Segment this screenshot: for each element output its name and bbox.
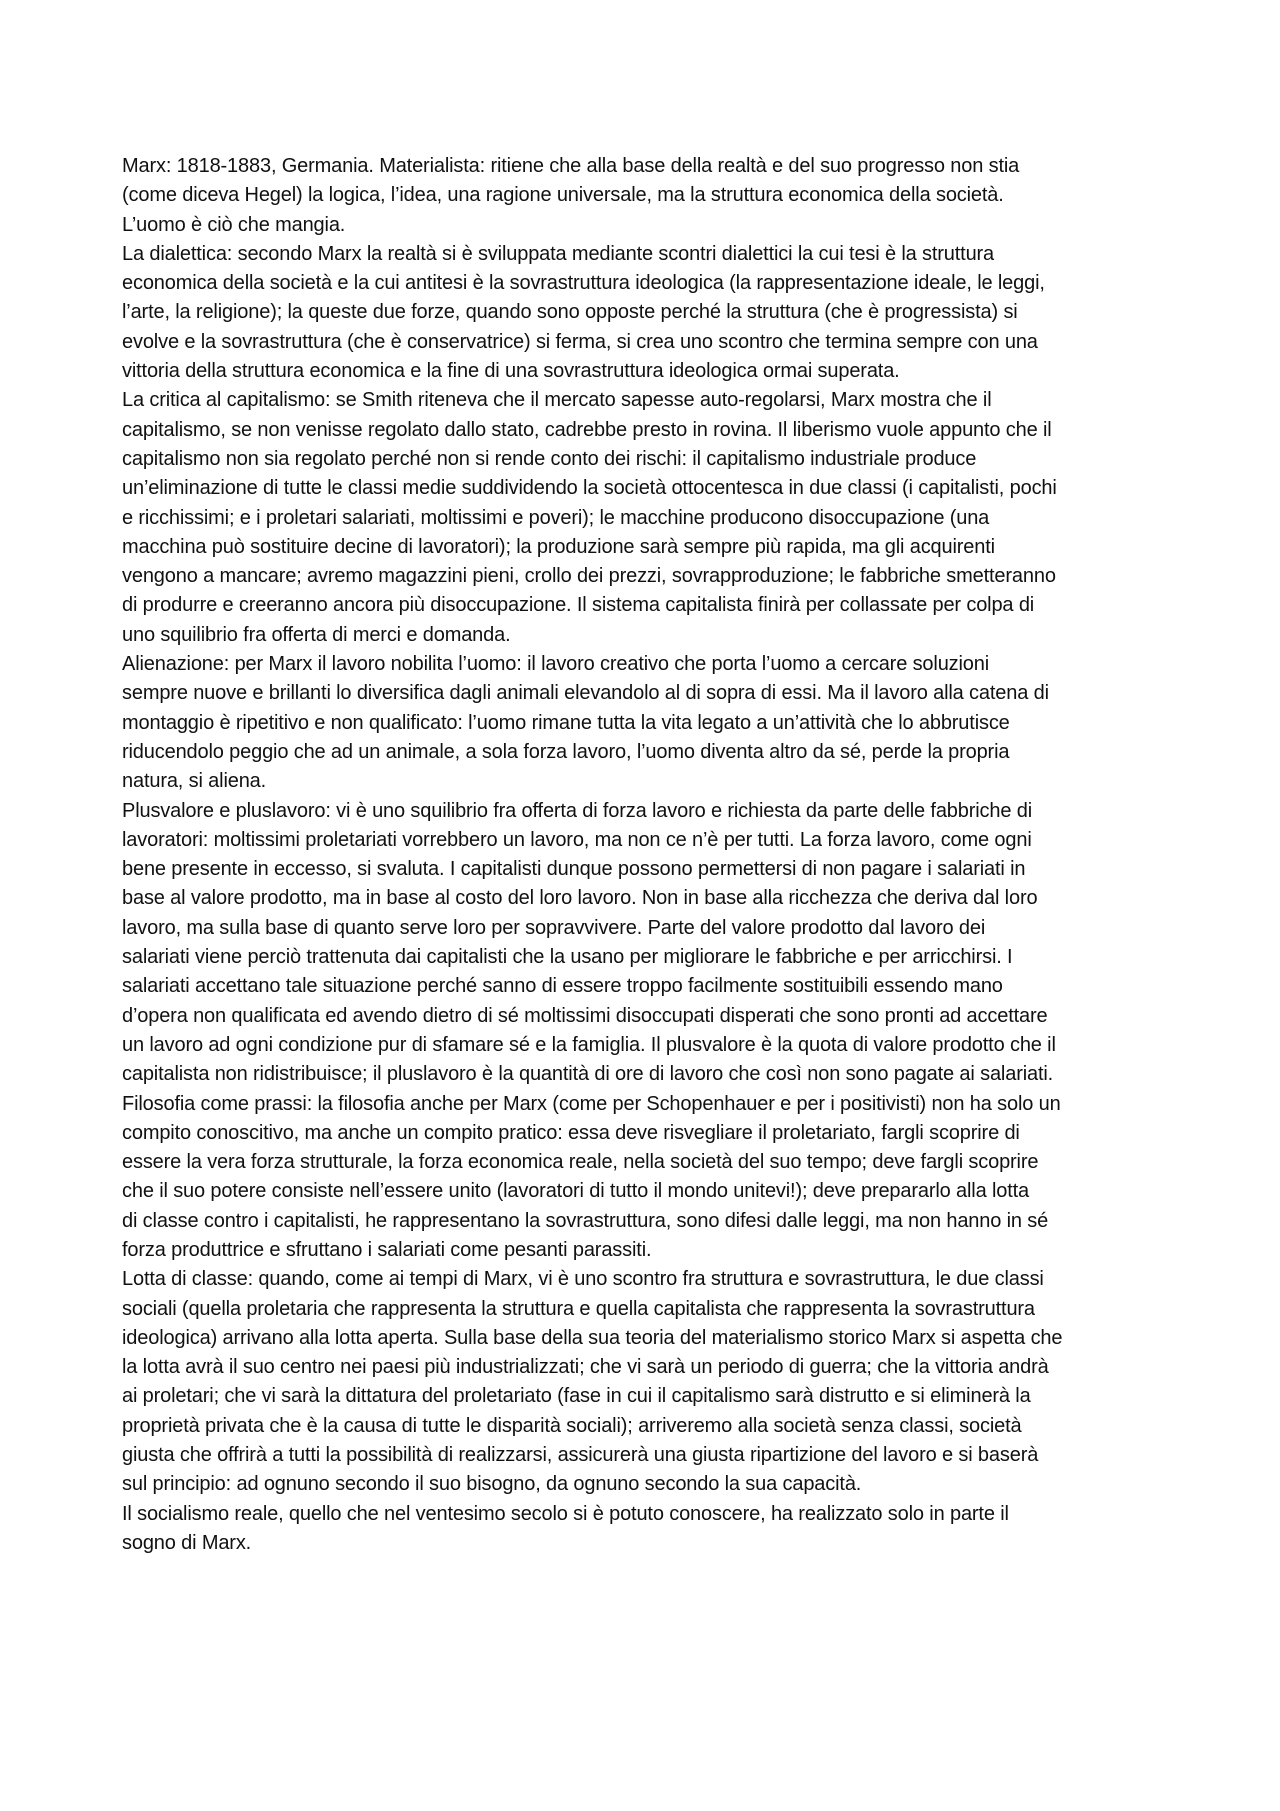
paragraph-marx-intro: Marx: 1818-1883, Germania. Materialista: ritiene che alla base della realtà e del suo progresso non stia (come diceva Hegel) la logica, l’idea, una ragione universale, ma la struttura economica della società. L’uomo è ciò che mangia. — [122, 155, 1020, 236]
paragraph-filosofia-prassi: Filosofia come prassi: la filosofia anche per Marx (come per Schopenhauer e per i positivisti) non ha solo un compito conoscitivo, ma anche un compito pratico: essa deve risvegliare il proletariato, fargli scoprire di essere la vera forza strutturale, la forza economica reale, nella società del suo tempo; deve fargli scoprire che il suo potere consiste nell’essere unito (lavoratori di tutto il mondo unitevi!); deve prepararlo alla lotta di classe contro i capitalisti, he rappresentano la sovrastruttura, sono difesi dalle leggi, ma non hanno in sé forza produttrice e sfruttano i salariati come pesanti parassiti. — [122, 1092, 1061, 1261]
paragraph-plusvalore: Plusvalore e pluslavoro: vi è uno squilibrio fra offerta di forza lavoro e richiesta da parte delle fabbriche di lavoratori: moltissimi proletariati vorrebbero un lavoro, ma non ce n’è per tutti. La forza lavoro, come ogni bene presente in eccesso, si svaluta. I capitalisti dunque possono permettersi di non pagare i salariati in base al valore prodotto, ma in base al costo del loro lavoro. Non in base alla ricchezza che deriva dal loro lavoro, ma sulla base di quanto serve loro per sopravvivere. Parte del valore prodotto dal lavoro dei salariati viene perciò trattenuta dai capitalisti che la usano per migliorare le fabbriche e per arricchirsi. I salariati accettano tale situazione perché sanno di essere troppo facilmente sostituibili essendo mano d’opera non qualificata ed avendo dietro di sé moltissimi disoccupati disperati che sono pronti ad accettare un lavoro ad ogni condizione pur di sfamare sé e la famiglia. Il plusvalore è la quota di valore prodotto che il capitalista non ridistribuisce; il pluslavoro è la quantità di ore di lavoro che così non sono pagate ai salariati. — [122, 799, 1056, 1086]
paragraph-alienazione: Alienazione: per Marx il lavoro nobilita l’uomo: il lavoro creativo che porta l’uomo a cercare soluzioni sempre nuove e brillanti lo diversifica dagli animali elevandolo al di sopra di essi. Ma il lavoro alla catena di montaggio è ripetitivo e non qualificato: l’uomo rimane tutta la vita legato a un’attività che lo abbrutisce riducendolo peggio che ad un animale, a sola forza lavoro, l’uomo diventa altro da sé, perde la propria natura, si aliena. — [122, 653, 1049, 793]
paragraph-critica-capitalismo: La critica al capitalismo: se Smith riteneva che il mercato sapesse auto-regolarsi, Marx mostra che il capitalismo, se non venisse regolato dallo stato, cadrebbe presto in rovina. Il liberismo vuole appunto che il capitalismo non sia regolato perché non si rende conto dei rischi: il capitalismo industriale produce un’eliminazione di tutte le classi medie suddividendo la società ottocentesca in due classi (i capitalisti, pochi e ricchissimi; e i proletari salariati, moltissimi e poveri); le macchine producono disoccupazione (una macchina può sostituire decine di lavoratori); la produzione sarà sempre più rapida, ma gli acquirenti vengono a mancare; avremo magazzini pieni, crollo dei prezzi, sovrapproduzione; le fabbriche smetteranno di produrre e creeranno ancora più disoccupazione. Il sistema capitalista finirà per collassate per colpa di uno squilibrio fra offerta di merci e domanda. — [122, 389, 1057, 646]
paragraph-socialismo-reale: Il socialismo reale, quello che nel ventesimo secolo si è potuto conoscere, ha realizzato solo in parte il sogno di Marx. — [122, 1502, 1009, 1554]
document-body — [122, 152, 1172, 1558]
paragraph-dialettica: La dialettica: secondo Marx la realtà si è sviluppata mediante scontri dialettici la cui tesi è la struttura economica della società e la cui antitesi è la sovrastruttura ideologica (la rappresentazione ideale, le leggi, l’arte, la religione); la queste due forze, quando sono opposte perché la struttura (che è progressista) si evolve e la sovrastruttura (che è conservatrice) si ferma, si crea uno scontro che termina sempre con una vittoria della struttura economica e la fine di una sovrastruttura ideologica ormai superata. — [122, 242, 1045, 383]
paragraph-lotta-di-classe: Lotta di classe: quando, come ai tempi di Marx, vi è uno scontro fra struttura e sovrastruttura, le due classi sociali (quella proletaria che rappresenta la struttura e quella capitalista che rappresenta la sovrastruttura ideologica) arrivano alla lotta aperta. Sulla base della sua teoria del materialismo storico Marx si aspetta che la lotta avrà il suo centro nei paesi più industrializzati; che vi sarà un periodo di guerra; che la vittoria andrà ai proletari; che vi sarà la dittatura del proletariato (fase in cui il capitalismo sarà distrutto e si eliminerà la proprietà privata che è la causa di tutte le disparità sociali); arriveremo alla società senza classi, società giusta che offrirà a tutti la possibilità di realizzarsi, assicurerà una giusta ripartizione del lavoro e si baserà sul principio: ad ognuno secondo il suo bisogno, da ognuno secondo la sua capacità. — [122, 1268, 1063, 1496]
